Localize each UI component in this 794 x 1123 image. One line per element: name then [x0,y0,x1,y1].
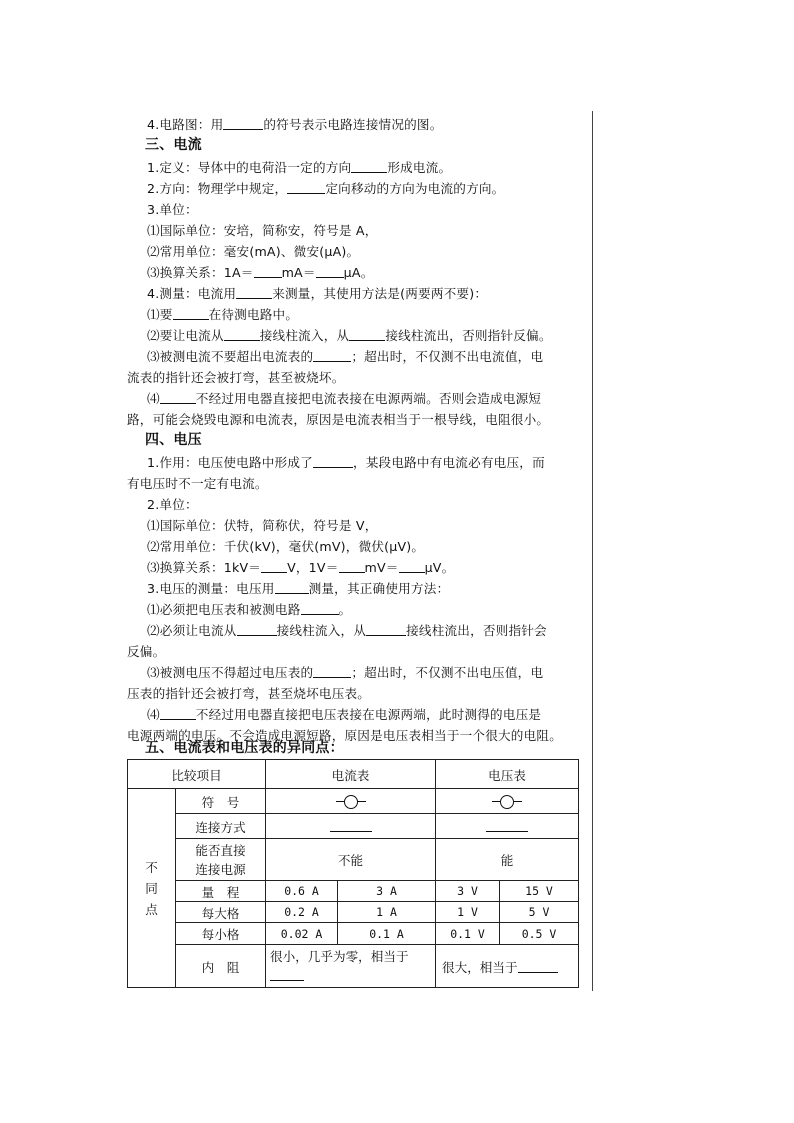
ammeter-direct: 不能 [266,839,436,881]
big-division-cell: 0.2 A [266,902,338,923]
blank [261,559,287,573]
voltage-rule-2-cont: 反偏。 [127,644,166,659]
table-row-resistance [128,945,579,988]
range-cell: 3 V [436,881,500,902]
current-rule-4-cont: 路，可能会烧毁电源和电流表，原因是电流表相当于一根导线，电阻很小。 [127,412,550,427]
voltage-common-units: ⑵常用单位：千伏(kV)，毫伏(mV)，微伏(μV)。 [147,539,425,554]
table-row-range [128,881,579,902]
voltage-measurement: 3.电压的测量：电压用 测量，其正确使用方法： [147,581,450,596]
row-label-direct: 能否直接 连接电源 [176,839,266,881]
voltage-function: 1.作用：电压使电路中形成了 ，某段电路中有电流必有电压，而 [147,455,545,470]
blank [160,706,196,720]
header-ammeter: 电流表 [266,760,436,789]
blank [313,664,351,678]
row-label-small: 每小格 [176,923,266,945]
current-direction: 2.方向：物理学中规定， 定向移动的方向为电流的方向。 [147,181,505,196]
blank [236,285,272,299]
big-division-cell: 1 A [338,902,436,923]
table-row-direct [128,839,579,881]
voltage-rule-3: ⑶被测电压不得超过电压表的 ；超出时，不仅测不出电压值，电 [147,665,544,680]
blank [270,967,304,981]
big-division-cell: 1 V [436,902,500,923]
diff-label: 不 同 点 [128,789,176,988]
blank [399,559,425,573]
voltage-rule-4: ⑷ 不经过用电器直接把电压表接在电源两端，此时测得的电压是 [147,707,542,722]
blank [518,959,558,973]
small-division-cell: 0.1 A [338,923,436,945]
voltmeter-connect-blank [436,814,579,839]
current-common-units: ⑵常用单位：毫安(mA)、微安(μA)。 [147,244,360,259]
current-rule-2: ⑵要让电流从 接线柱流入，从 接线柱流出，否则指针反偏。 [147,328,552,343]
voltmeter-resistance: 很大，相当于 [436,945,579,988]
current-unit-title: 3.单位： [147,202,198,217]
voltage-rule-2: ⑵必须让电流从 接线柱流入，从 接线柱流出，否则指针会 [147,623,547,638]
voltage-function-cont: 有电压时不一定有电流。 [127,476,268,491]
blank [349,327,385,341]
current-rule-1: ⑴要 在待测电路中。 [147,307,299,322]
section-heading-current: 三、电流 [145,137,202,153]
blank [223,116,263,130]
small-division-cell: 0.1 V [436,923,500,945]
current-conversion: ⑶换算关系：1A＝ mA＝ μA。 [147,265,374,280]
row-label-symbol: 符 号 [176,789,266,814]
header-compare-item: 比较项目 [128,760,266,789]
current-rule-3-cont: 流表的指针还会被打弯，甚至被烧坏。 [127,370,345,385]
voltage-unit-title: 2.单位： [147,497,198,512]
range-cell: 0.6 A [266,881,338,902]
voltage-rule-3-cont: 压表的指针还会被打弯，甚至烧坏电压表。 [127,686,371,701]
row-label-range: 量 程 [176,881,266,902]
small-division-cell: 0.02 A [266,923,338,945]
row-label-big: 每大格 [176,902,266,923]
voltage-rule-1: ⑴必须把电压表和被测电路 。 [147,602,352,617]
blank [313,348,351,362]
voltage-conversion: ⑶换算关系：1kV＝ V，1V＝ mV＝ μV。 [147,560,455,575]
blank [313,454,353,468]
blank [224,327,260,341]
blank [237,622,277,636]
blank [287,180,325,194]
blank [160,390,196,404]
big-division-cell: 5 V [500,902,579,923]
table-row-big-division [128,902,579,923]
row-label-connect: 连接方式 [176,814,266,839]
current-rule-3: ⑶被测电流不要超出电流表的 ；超出时，不仅测不出电流值，电 [147,349,544,364]
table-row-small-division [128,923,579,945]
current-si-unit: ⑴国际单位：安培，简称安，符号是 A， [147,223,378,238]
voltmeter-symbol-icon [436,789,579,814]
ammeter-symbol-icon [266,789,436,814]
margin-rule [592,111,593,991]
range-cell: 3 A [338,881,436,902]
comparison-table [127,759,579,988]
blank [316,264,344,278]
blank [173,306,209,320]
circuit-diagram-line: 4.电路图：用 的符号表示电路连接情况的图。 [147,117,443,132]
header-voltmeter: 电压表 [436,760,579,789]
small-division-cell: 0.5 V [500,923,579,945]
section-heading-comparison: 五、电流表和电压表的异同点： [145,740,344,756]
table-row-symbol [128,789,579,814]
blank [339,559,365,573]
blank [366,622,406,636]
blank [275,580,309,594]
voltage-si-unit: ⑴国际单位：伏特，简称伏，符号是 V， [147,518,378,533]
current-measurement: 4.测量：电流用 来测量，其使用方法是(两要两不要)： [147,286,488,301]
ammeter-connect-blank [266,814,436,839]
voltage-rule-4-cont: 电源两端的电压。不会造成电源短路，原因是电压表相当于一个很大的电阻。 [127,728,562,743]
current-definition: 1.定义：导体中的电荷沿一定的方向 形成电流。 [147,160,452,175]
table-row-connect [128,814,579,839]
blank [254,264,282,278]
blank [301,601,339,615]
ammeter-resistance: 很小，几乎为零，相当于 [266,945,436,988]
range-cell: 15 V [500,881,579,902]
section-heading-voltage: 四、电压 [145,432,202,448]
row-label-resistance: 内 阻 [176,945,266,988]
table-header-row [128,760,579,789]
blank [351,159,387,173]
current-rule-4: ⑷ 不经过用电器直接把电流表接在电源两端。否则会造成电源短 [147,391,542,406]
voltmeter-direct: 能 [436,839,579,881]
